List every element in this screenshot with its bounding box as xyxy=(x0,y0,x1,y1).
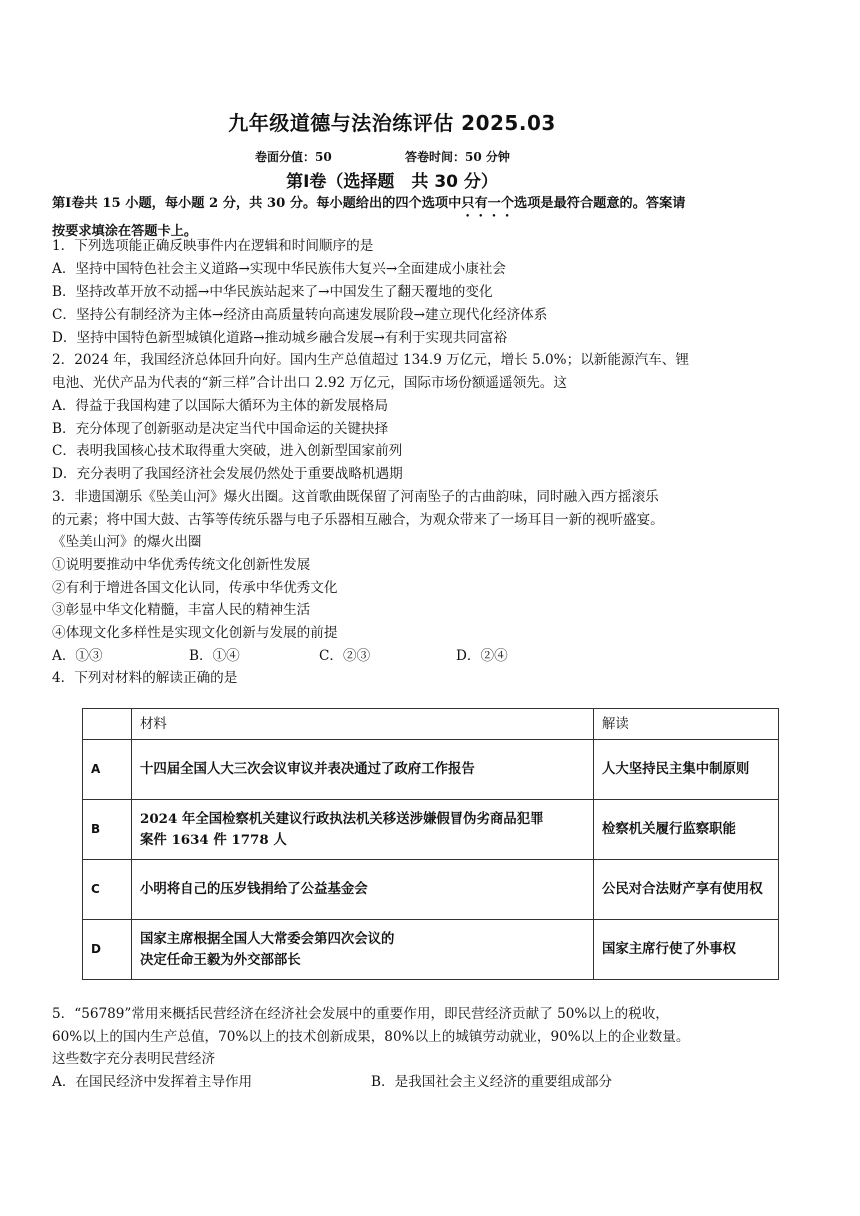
q2-option-c: C．表明我国核心技术取得重大突破，进入创新型国家前列 xyxy=(52,443,403,459)
row-reading: 人大坚持民主集中制原则 xyxy=(594,740,779,800)
row-reading: 国家主席行使了外事权 xyxy=(594,920,779,980)
row-label: A xyxy=(83,740,132,800)
table-header-row xyxy=(83,709,779,740)
row-reading: 检察机关履行监察职能 xyxy=(594,800,779,860)
q5-stem-line1: 5．“56789”常用来概括民营经济在经济社会发展中的重要作用，即民营经济贡献了 50%以上的税收， xyxy=(52,1006,669,1022)
q5-stem-line2: 60%以上的国内生产总值，70%以上的技术创新成果，80%以上的城镇劳动就业，90%以上的企业数量。 xyxy=(52,1029,690,1045)
q3-item-1: ①说明要推动中华优秀传统文化创新性发展 xyxy=(52,557,311,573)
table-row xyxy=(83,920,779,980)
row-material-text: 十四届全国人大三次会议审议并表决通过了政府工作报告 xyxy=(140,761,475,777)
q3-option-c: C．②③ xyxy=(319,648,371,664)
q3-item-4: ④体现文化多样性是实现文化创新与发展的前提 xyxy=(52,625,338,641)
instructions-line2: 按要求填涂在答题卡上。 xyxy=(52,224,198,239)
q4-stem: 4．下列对材料的解读正确的是 xyxy=(52,670,238,686)
q1-option-d: D．坚持中国特色新型城镇化道路→推动城乡融合发展→有利于实现共同富裕 xyxy=(52,330,508,346)
table-header-reading: 解读 xyxy=(594,709,779,740)
row-material xyxy=(132,920,594,980)
q3-stem-line2: 的元素；将中国大鼓、古筝等传统乐器与电子乐器相互融合，为观众带来了一场耳目一新的视听盛宴。 xyxy=(52,512,664,528)
q3-option-b: B．①④ xyxy=(189,648,240,664)
row-material-text: 国家主席根据全国人大常委会第四次会议的 xyxy=(140,930,395,947)
q3-item-3: ③彰显中华文化精髓，丰富人民的精神生活 xyxy=(52,602,311,618)
row-material xyxy=(132,860,594,920)
row-material-text-2: 决定任命王毅为外交部部长 xyxy=(140,951,301,968)
q1-option-a: A．坚持中国特色社会主义道路→实现中华民族伟大复兴→全面建成小康社会 xyxy=(52,261,507,277)
q3-option-d: D．②④ xyxy=(456,648,508,664)
q2-option-d: D．充分表明了我国经济社会发展仍然处于重要战略机遇期 xyxy=(52,466,403,482)
q3-stem-line3: 《坠美山河》的爆火出圈 xyxy=(52,534,202,550)
row-material xyxy=(132,740,594,800)
instructions-emphasis: 只有一个 xyxy=(461,196,515,211)
q2-stem-line2: 电池、光伏产品为代表的“新三样”合计出口 2.92 万亿元，国际市场份额遥遥领先。这 xyxy=(52,375,567,391)
q3-stem-line1: 3．非遗国潮乐《坠美山河》爆火出圈。这首歌曲既保留了河南坠子的古曲韵味，同时融入西方摇滚乐 xyxy=(52,489,659,505)
section-title: 第Ⅰ卷（选择题 共 30 分） xyxy=(286,172,498,192)
q5-option-a: A．在国民经济中发挥着主导作用 xyxy=(52,1074,253,1090)
q2-option-b: B．充分体现了创新驱动是决定当代中国命运的关键抉择 xyxy=(52,421,389,437)
row-label: D xyxy=(83,920,132,980)
row-material xyxy=(132,800,594,860)
q3-option-a: A．①③ xyxy=(52,648,103,664)
q2-stem-line1: 2．2024 年，我国经济总体回升向好。国内生产总值超过 134.9 万亿元，增长 5.0%；以新能源汽车、锂 xyxy=(52,352,689,368)
row-material-text-2: 案件 1634 件 1778 人 xyxy=(140,831,287,848)
q5-option-b: B．是我国社会主义经济的重要组成部分 xyxy=(371,1074,613,1090)
q2-option-a: A．得益于我国构建了以国际大循环为主体的新发展格局 xyxy=(52,398,389,414)
row-label: C xyxy=(83,860,132,920)
q1-option-b: B．坚持改革开放不动摇→中华民族站起来了→中国发生了翻天覆地的变化 xyxy=(52,284,493,300)
table-row xyxy=(83,800,779,860)
exam-title: 九年级道德与法治练评估 2025.03 xyxy=(228,111,556,135)
q1-option-c: C．坚持公有制经济为主体→经济由高质量转向高速发展阶段→建立现代化经济体系 xyxy=(52,307,548,323)
row-reading: 公民对合法财产享有使用权 xyxy=(594,860,779,920)
table-header-material: 材料 xyxy=(132,709,594,740)
table-row xyxy=(83,860,779,920)
row-material-text: 2024 年全国检察机关建议行政执法机关移送涉嫌假冒伪劣商品犯罪 xyxy=(140,810,544,827)
q1-stem: 1．下列选项能正确反映事件内在逻辑和时间顺序的是 xyxy=(52,238,374,254)
q4-material-table xyxy=(82,708,779,980)
row-material-text: 小明将自己的压岁钱捐给了公益基金会 xyxy=(140,881,368,897)
table-row xyxy=(83,740,779,800)
q5-stem-line3: 这些数字充分表明民营经济 xyxy=(52,1051,216,1067)
table-header-blank xyxy=(83,709,132,740)
time-label: 答卷时间：50 分钟 xyxy=(405,150,510,164)
row-label: B xyxy=(83,800,132,860)
score-label: 卷面分值：50 xyxy=(255,150,332,164)
instructions-text-a: 第Ⅰ卷共 15 小题，每小题 2 分，共 30 分。每小题给出的四个选项中 xyxy=(52,196,462,211)
instructions-text-b: 选项是最符合题意的。答案请 xyxy=(514,196,686,211)
q3-item-2: ②有利于增进各国文化认同，传承中华优秀文化 xyxy=(52,580,338,596)
